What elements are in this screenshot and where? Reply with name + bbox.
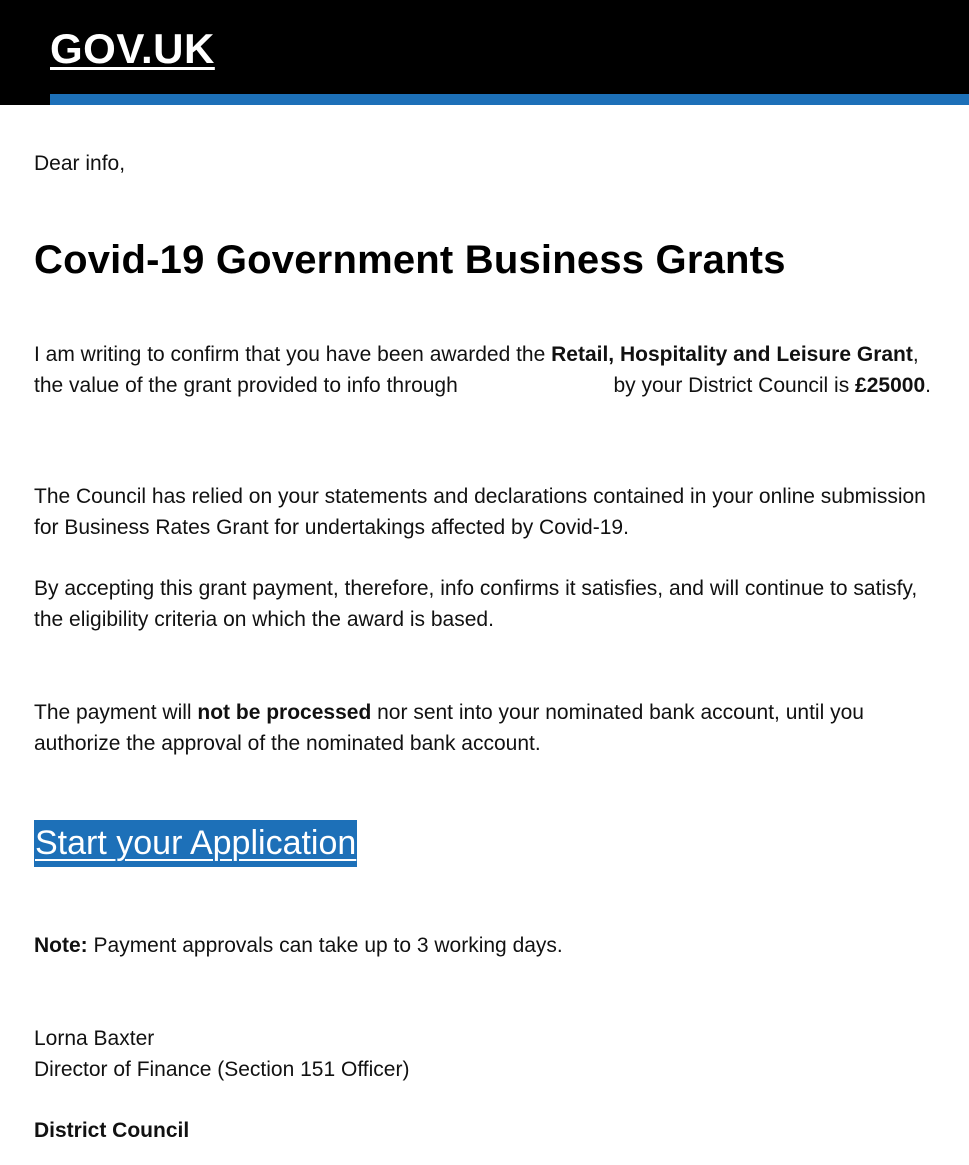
header-stripe bbox=[0, 94, 969, 105]
signature-role: Director of Finance (Section 151 Officer) bbox=[34, 1058, 410, 1081]
header-stripe-left bbox=[0, 94, 50, 105]
note-text: Payment approvals can take up to 3 working days. bbox=[87, 934, 563, 957]
award-text-2: , the value of the grant provided to info through bbox=[34, 343, 919, 397]
note-label: Note: bbox=[34, 934, 88, 957]
award-text-4: . bbox=[925, 374, 931, 397]
eligibility-paragraph: By accepting this grant payment, therefore, info confirms it satisfies, and will continue to satisfy, the eligibility criteria on which the award is based. bbox=[34, 577, 918, 631]
payment-paragraph bbox=[34, 697, 949, 759]
grant-amount: £25000 bbox=[855, 374, 926, 397]
start-application-link[interactable]: Start your Application bbox=[34, 820, 357, 867]
note-paragraph bbox=[34, 930, 949, 961]
award-text-3: by your District Council is bbox=[607, 374, 856, 397]
payment-emphasis: not be processed bbox=[197, 701, 372, 724]
govuk-logo-link[interactable]: GOV.UK bbox=[50, 25, 215, 72]
page-title: Covid-19 Government Business Grants bbox=[34, 238, 786, 282]
reliance-paragraph: The Council has relied on your statements and declarations contained in your online submission for Business Rates Grant for undertakings affected by Covid-19. bbox=[34, 485, 926, 539]
award-paragraph bbox=[34, 339, 949, 401]
signature-name: Lorna Baxter bbox=[34, 1027, 155, 1050]
signature-organization: District Council bbox=[34, 1119, 190, 1142]
award-text-1: I am writing to confirm that you have been awarded the bbox=[34, 343, 552, 366]
grant-name: Retail, Hospitality and Leisure Grant bbox=[551, 343, 913, 366]
payment-text-2: nor sent into your nominated bank account, until you authorize the approval of the nominated bank account. bbox=[34, 701, 864, 755]
header-bar bbox=[0, 0, 969, 94]
payment-text-1: The payment will bbox=[34, 701, 198, 724]
greeting: Dear info, bbox=[34, 152, 126, 175]
